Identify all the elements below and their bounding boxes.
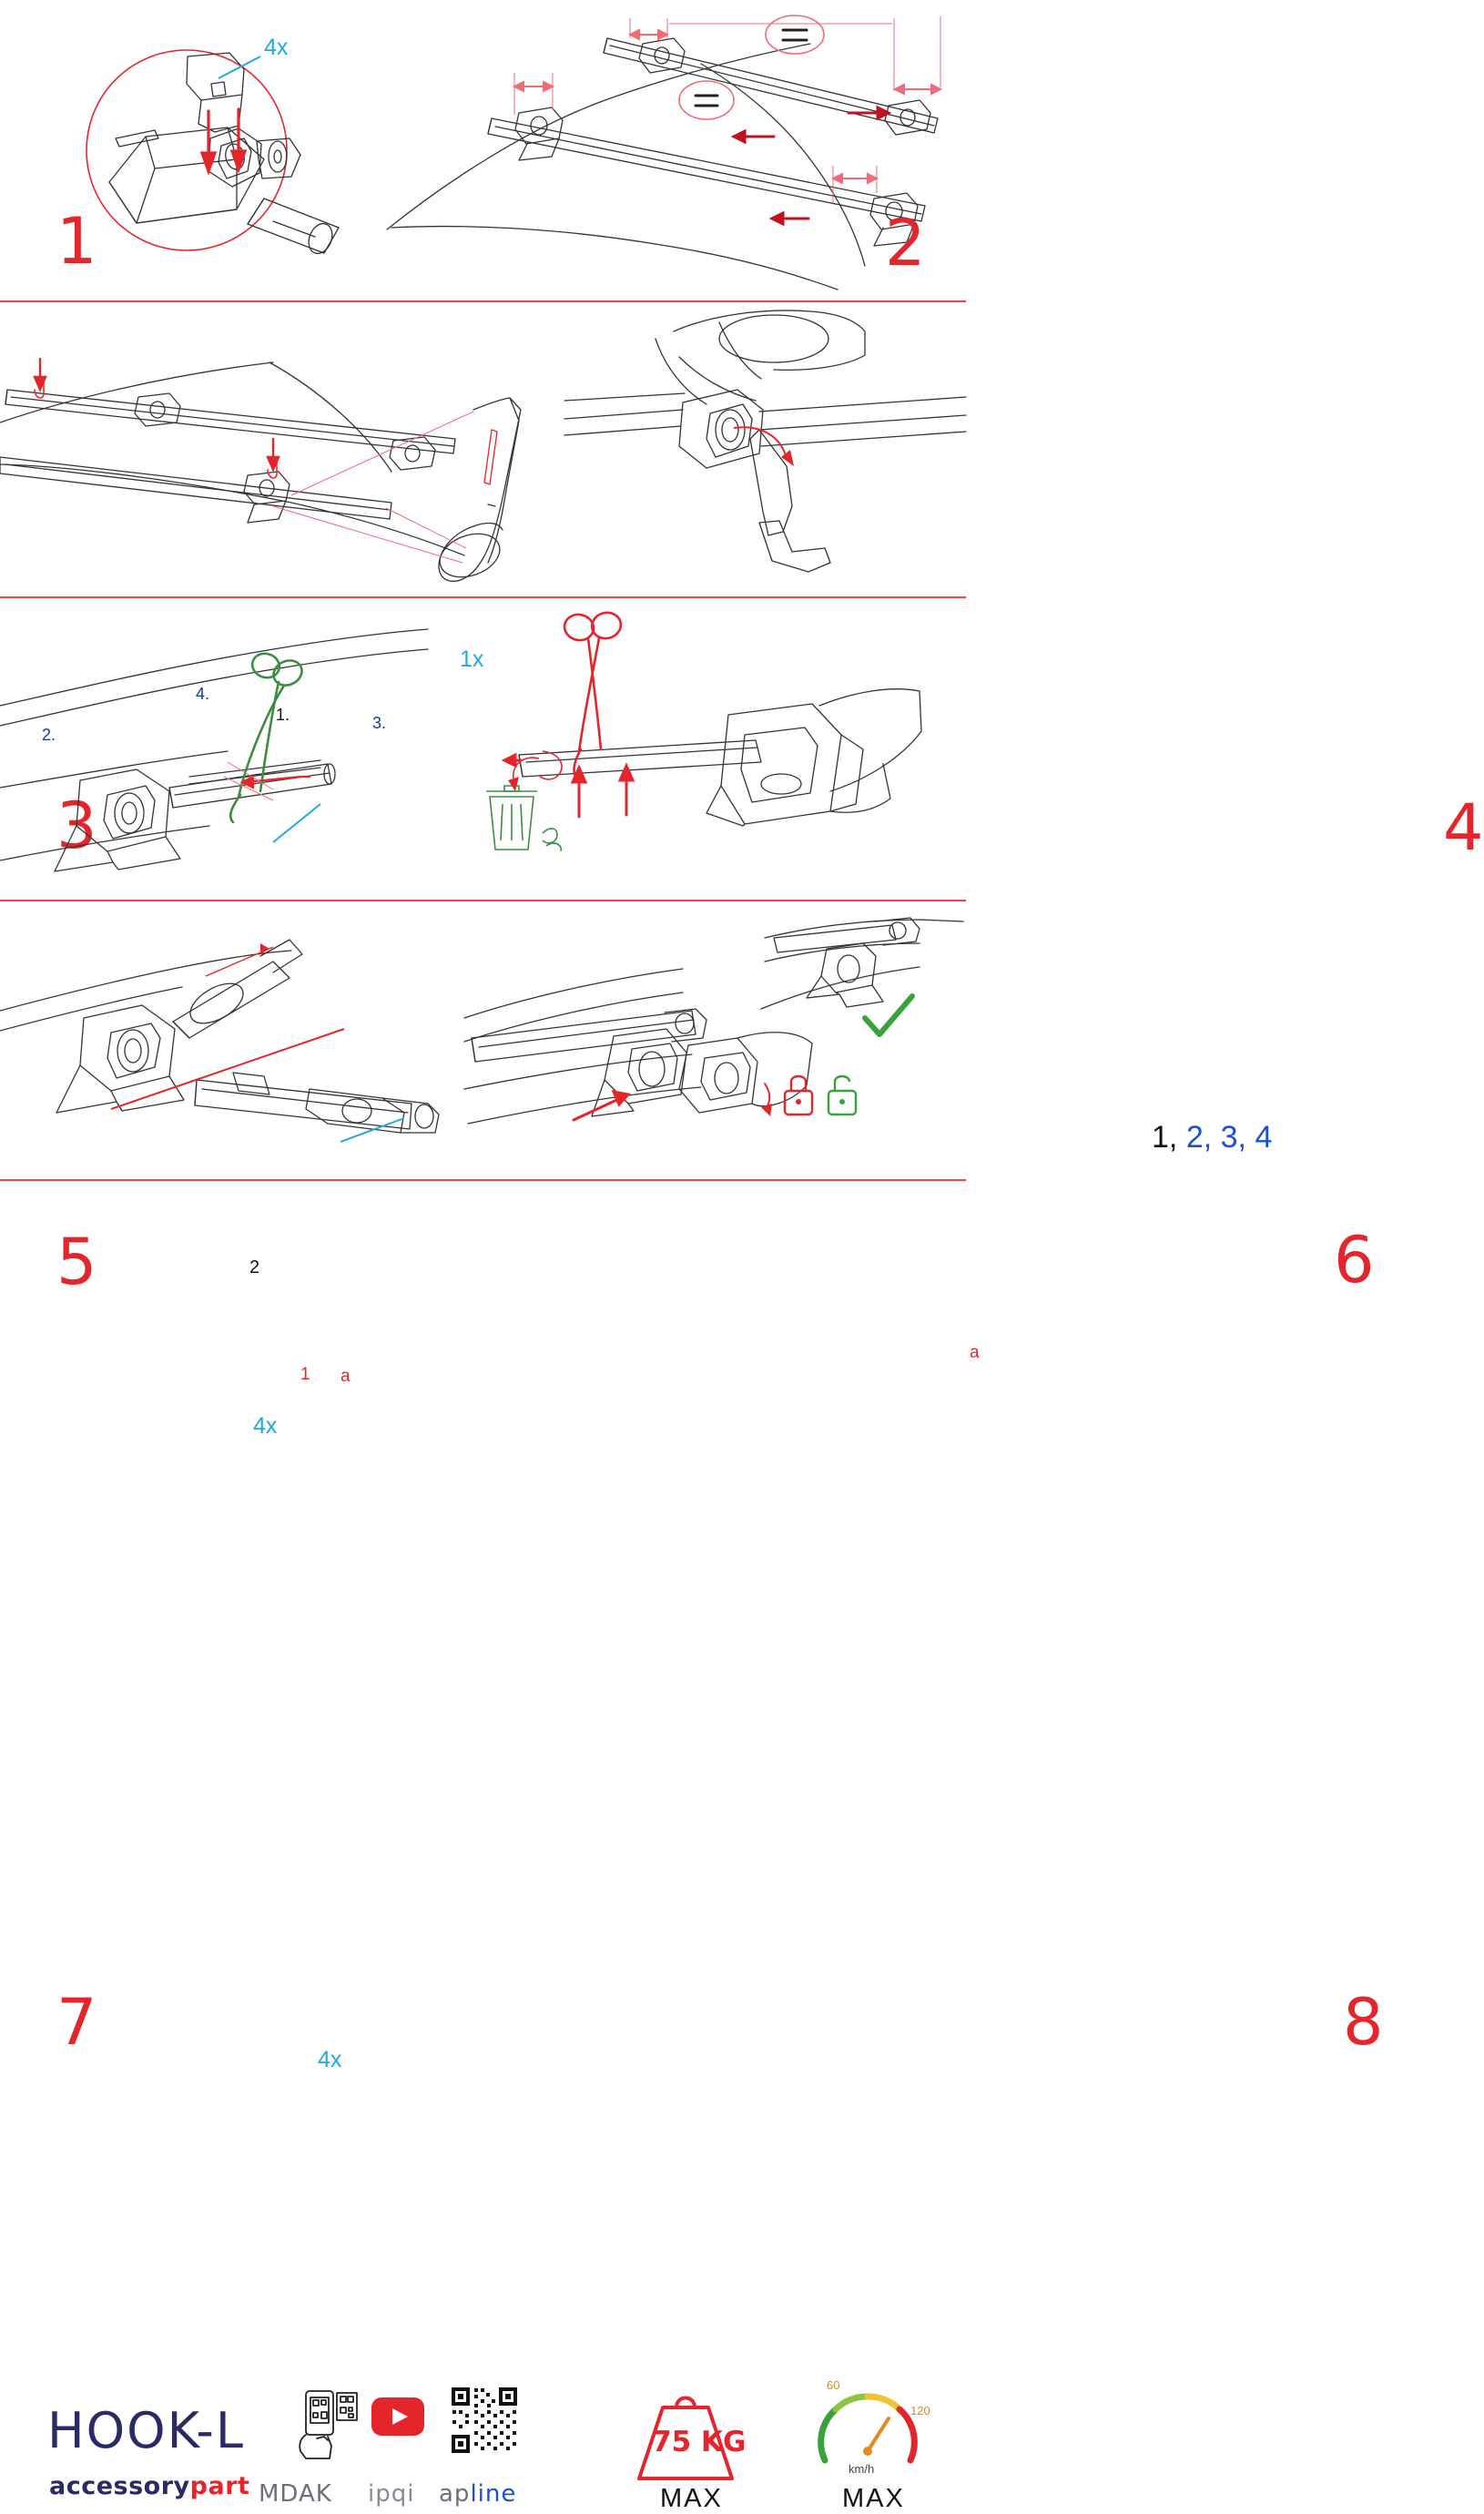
- youtube-icon[interactable]: [371, 2397, 424, 2436]
- product-name: HOOK-L: [47, 2402, 245, 2459]
- step-2-panel: [382, 0, 966, 300]
- step-7-illustration: [0, 901, 464, 1179]
- step-7-panel: [0, 901, 464, 2072]
- logo-ipqi-text: ipqi: [368, 2480, 415, 2508]
- step-3-qty-label: 1x: [460, 646, 484, 672]
- step-8-number: 8: [1343, 1985, 1384, 2060]
- step-1-number: 1: [56, 204, 97, 279]
- step-5-label-1: 1: [300, 1365, 310, 1384]
- logo-ipqi: [368, 2480, 414, 2508]
- step-4-panel: [564, 302, 1484, 1155]
- step-2-number: 2: [885, 206, 926, 280]
- step-6-panel: [455, 598, 1375, 1362]
- max-load-caption: MAX: [660, 2484, 723, 2513]
- step-1-qty-label: 4x: [264, 35, 289, 60]
- step-3-order-4: 4.: [196, 685, 210, 703]
- step-5-number: 5: [56, 1225, 97, 1299]
- step-6-label-a: a: [970, 1343, 980, 1362]
- logo-mdak: [259, 2480, 332, 2508]
- seq-3: 3,: [1220, 1120, 1246, 1155]
- separator-rule: [0, 1179, 966, 1181]
- brand-second: part: [189, 2472, 250, 2500]
- gauge-tick-60: 60: [827, 2378, 840, 2392]
- step-8-panel: [464, 901, 1384, 2060]
- seq-1: 1,: [1152, 1120, 1178, 1155]
- max-speed-caption: MAX: [842, 2484, 905, 2513]
- step-5-label-2: 2: [249, 1257, 260, 1277]
- step-3-illustration: [0, 302, 564, 595]
- step-3-number: 3: [56, 789, 97, 863]
- step-1-panel: [0, 0, 382, 300]
- step-3-order-1: 1.: [276, 706, 290, 724]
- seq-4: 4: [1255, 1120, 1273, 1155]
- logo-apline-suffix: line: [470, 2480, 517, 2508]
- step-5-illustration: [0, 598, 455, 899]
- seq-2: 2,: [1185, 1120, 1213, 1155]
- gauge-unit: km/h: [849, 2462, 875, 2476]
- qr-code-icon: [450, 2386, 519, 2455]
- step-2-illustration: [382, 0, 966, 300]
- step-3-order-3: 3.: [372, 714, 387, 732]
- logo-mdak-text: MDAK: [259, 2480, 332, 2508]
- step-3-order-2: 2.: [42, 726, 56, 744]
- step-6-number: 6: [1334, 1223, 1375, 1298]
- step-8-illustration: [464, 901, 966, 1179]
- step-6-illustration: [455, 598, 966, 899]
- step-4-illustration: [564, 302, 966, 595]
- step-7-qty-label: 4x: [318, 2047, 342, 2072]
- step-7-number: 7: [56, 1985, 97, 2060]
- step-5-label-a: a: [341, 1367, 351, 1386]
- logo-apline-prefix: ap: [439, 2480, 471, 2508]
- step-5-qty-label: 4x: [253, 1413, 278, 1439]
- max-load-value: 75 KG: [652, 2426, 747, 2458]
- brand-first: accessory: [49, 2472, 190, 2500]
- step-4-sequence: [1152, 1120, 1425, 1155]
- logo-apline: [439, 2480, 516, 2508]
- step-3-panel: [0, 302, 564, 863]
- qr-scan-phone-icon: [290, 2387, 364, 2462]
- step-4-number: 4: [1443, 790, 1484, 865]
- brand-name: [49, 2472, 249, 2500]
- gauge-tick-120: 120: [910, 2404, 930, 2417]
- step-5-panel: [0, 598, 455, 1439]
